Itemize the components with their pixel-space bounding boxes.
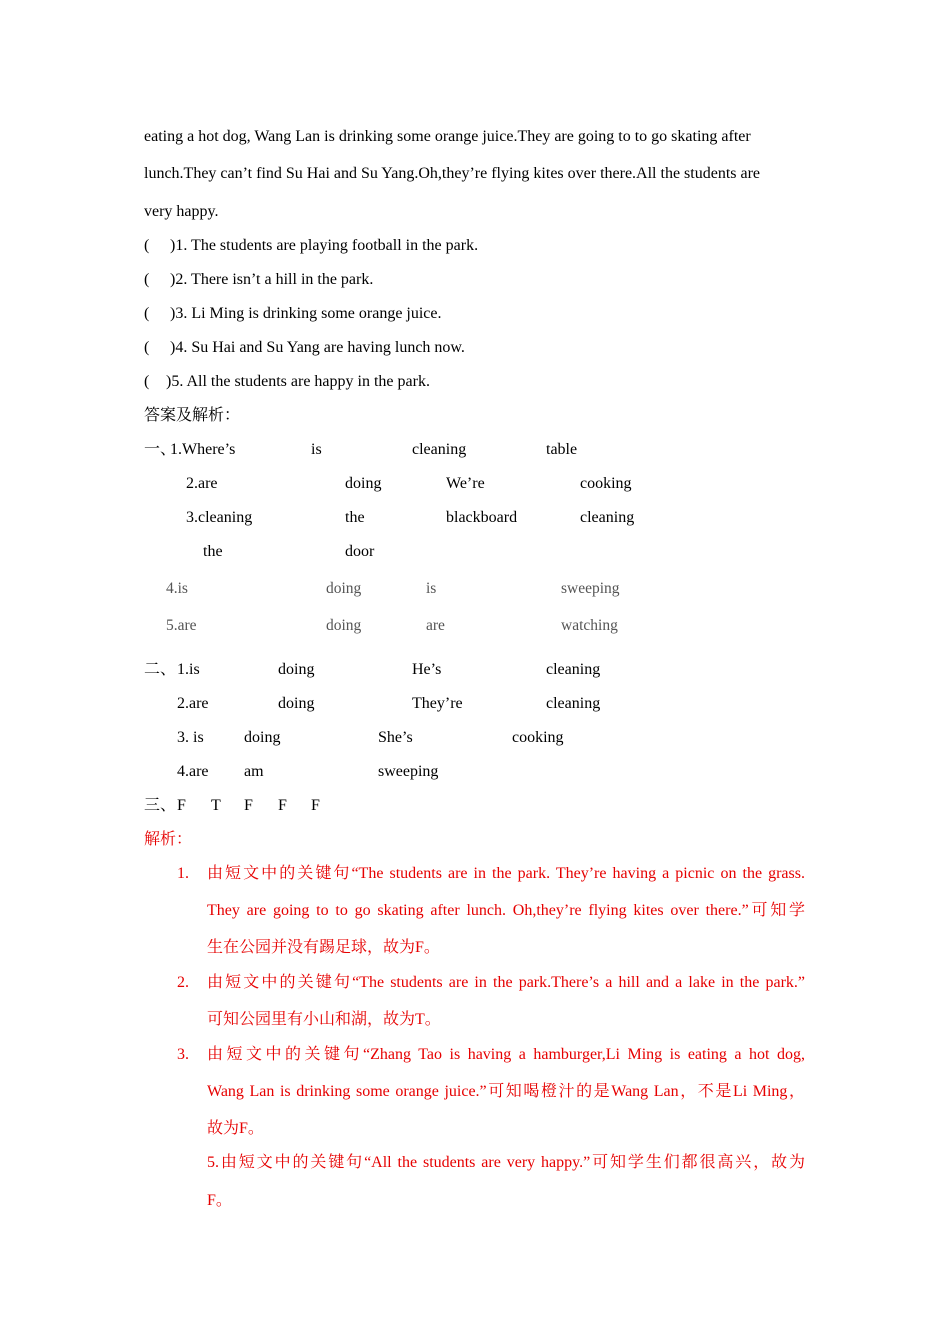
question-text: )1. The students are playing football in the park. [170,237,479,254]
question-text: )3. Li Ming is drinking some orange juice. [170,305,442,322]
answer-cell: cleaning [580,509,635,526]
answer-cell: 4.is [166,580,188,597]
answer-cell: cleaning [412,441,467,458]
answer-cell: sweeping [561,580,620,597]
answer-cell: are [426,617,445,634]
answer-cell: doing [278,661,315,678]
question-text: )4. Su Hai and Su Yang are having lunch now. [170,339,465,356]
tf-answer: F [278,797,287,814]
question-paren: ( [144,305,150,322]
question-paren: ( [144,237,150,254]
analysis-line: 5.由短文中的关键句“All the students are very happy.”可知学生们都很高兴，故为 [207,1154,805,1171]
answer-cell: We’re [446,475,485,492]
analysis-line: 由短文中的关键句“The students are in the park. They’re having a picnic on the grass. [207,865,805,882]
tf-answer: F [244,797,253,814]
analysis-line: 由短文中的关键句“Zhang Tao is having a hamburger,Li Ming is eating a hot dog, [207,1046,805,1063]
question-text: )5. All the students are happy in the park. [166,373,430,390]
passage-line: very happy. [144,203,219,220]
passage-line: lunch.They can’t find Su Hai and Su Yang.Oh,they’re flying kites over there.All the students are [144,165,761,182]
section-label: 三、 [144,797,177,814]
answer-cell: 3. is [177,729,204,746]
analysis-line: F。 [207,1192,232,1209]
answer-cell: am [244,763,264,780]
answer-cell: 2.are [186,475,218,492]
passage-line: eating a hot dog, Wang Lan is drinking some orange juice.They are going to to go skating after [144,128,751,145]
tf-answer: F [177,797,186,814]
analysis-heading: 解析： [144,831,193,848]
answer-cell: doing [244,729,281,746]
answer-cell: door [345,543,375,560]
answer-cell: is [426,580,437,597]
analysis-line: 可知公园里有小山和湖，故为T。 [207,1011,441,1028]
answer-cell: doing [278,695,315,712]
answer-cell: table [546,441,578,458]
answer-cell: cleaning [546,695,601,712]
answer-cell: cooking [512,729,564,746]
section-label: 二、 [144,661,177,678]
answer-cell: the [345,509,365,526]
answer-cell: She’s [378,729,413,746]
tf-answer: T [211,797,221,814]
answer-cell: is [311,441,322,458]
answer-cell: They’re [412,695,463,712]
answer-cell: cleaning [546,661,601,678]
answer-cell: doing [326,580,362,597]
answer-cell: 2.are [177,695,209,712]
answer-cell: 3.cleaning [186,509,253,526]
answer-cell: cooking [580,475,632,492]
answers-heading: 答案及解析： [144,407,241,424]
answer-cell: 5.are [166,617,197,634]
analysis-line: They are going to to go skating after lunch. Oh,they’re flying kites over there.”可知学 [207,902,805,919]
analysis-number: 1. [177,865,189,882]
question-paren: ( [144,271,150,288]
answer-cell: watching [561,617,618,634]
answer-cell: 1.is [177,661,200,678]
analysis-line: Wang Lan is drinking some orange juice.”可知喝橙汁的是Wang Lan，不是Li Ming， [207,1083,805,1100]
question-paren: ( [144,373,150,390]
answer-cell: the [203,543,223,560]
answer-cell: doing [345,475,382,492]
answer-cell: sweeping [378,763,439,780]
section-label: 一、 [144,441,177,458]
analysis-line: 由短文中的关键句“The students are in the park.There’s a hill and a lake in the park.” [207,974,805,991]
answer-cell: He’s [412,661,442,678]
question-text: )2. There isn’t a hill in the park. [170,271,374,288]
analysis-number: 2. [177,974,189,991]
analysis-line: 生在公园并没有踢足球，故为F。 [207,939,440,956]
answer-cell: blackboard [446,509,518,526]
answer-cell: doing [326,617,362,634]
analysis-number: 3. [177,1046,189,1063]
analysis-line: 故为F。 [207,1120,264,1137]
answer-cell: 1.Where’s [170,441,236,458]
answer-cell: 4.are [177,763,209,780]
question-paren: ( [144,339,150,356]
tf-answer: F [311,797,320,814]
